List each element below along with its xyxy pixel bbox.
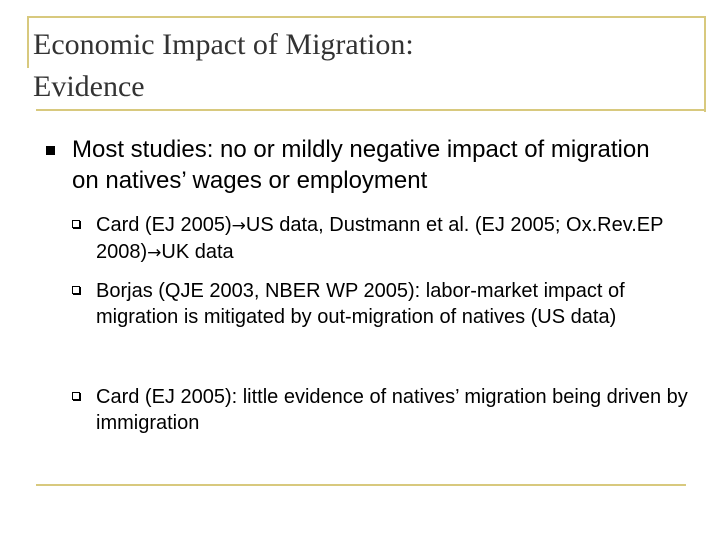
- title-divider: [36, 109, 706, 111]
- hollow-square-bullet-icon: [72, 220, 80, 228]
- sub-point-1-part-1: Card (EJ 2005): [96, 214, 232, 236]
- hollow-square-bullet-icon: [72, 286, 80, 294]
- frame-top-line: [27, 16, 706, 18]
- frame-right-line: [704, 16, 706, 112]
- slide-title: [33, 24, 414, 108]
- right-arrow-icon: →: [231, 216, 246, 236]
- square-bullet-icon: [46, 146, 55, 155]
- sub-point-1: [96, 212, 696, 266]
- title-line-1: Economic Impact of Migration:: [33, 28, 414, 61]
- title-line-2: Evidence: [33, 70, 145, 103]
- right-arrow-icon: →: [147, 243, 162, 263]
- main-point: Most studies: no or mildly negative impact of migration on natives’ wages or employment: [72, 136, 650, 194]
- footer-line: [36, 484, 686, 486]
- sub-point-2: Borjas (QJE 2003, NBER WP 2005): labor-market impact of migration is mitigated by out-migration of natives (US data): [96, 280, 625, 328]
- frame-left-line: [27, 16, 29, 68]
- sub-point-1-part-2: US data, Dustmann et al. (EJ 2005; Ox.Rev.EP 2008): [96, 214, 664, 263]
- sub-point-1-part-3: UK data: [161, 241, 234, 263]
- sub-point-3: Card (EJ 2005): little evidence of natives’ migration being driven by immigration: [96, 386, 688, 434]
- hollow-square-bullet-icon: [72, 392, 80, 400]
